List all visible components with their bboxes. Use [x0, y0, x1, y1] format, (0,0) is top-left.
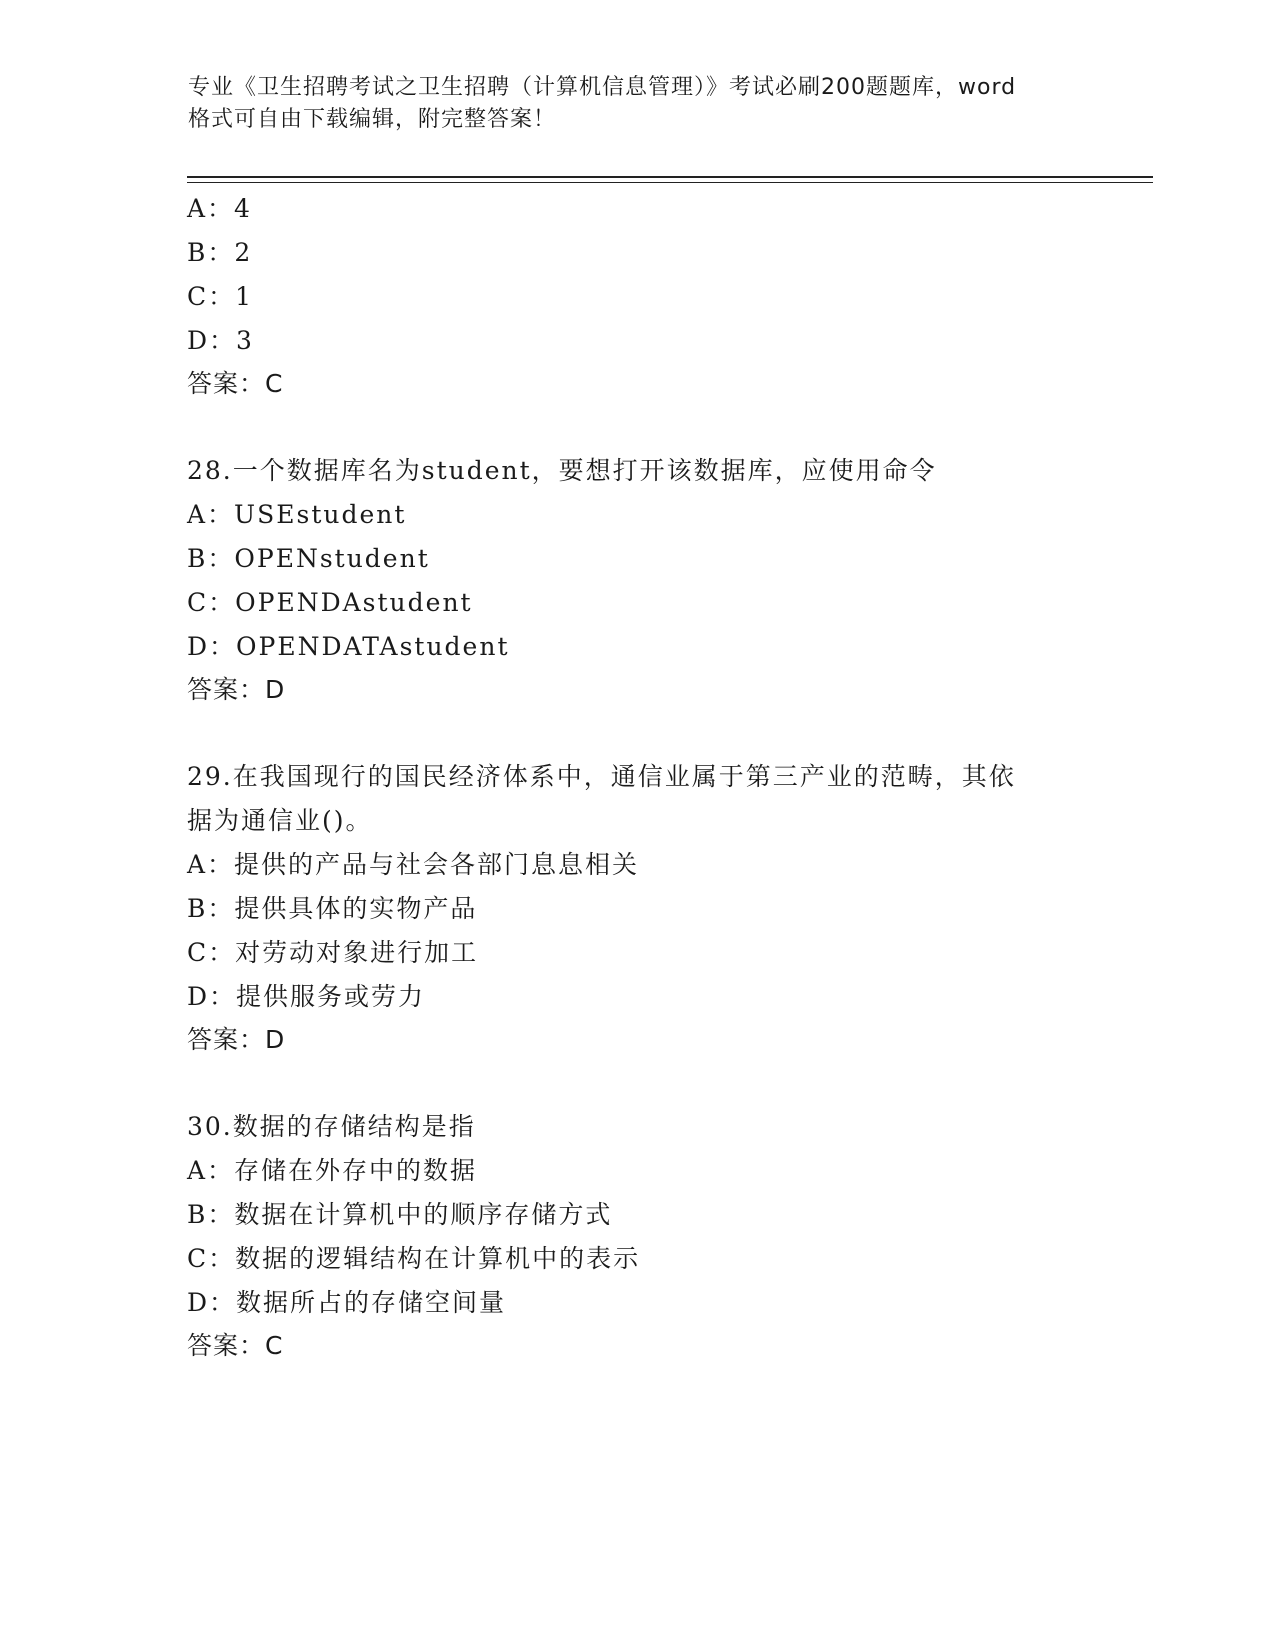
q27-option-d: D：3 — [187, 326, 254, 355]
q28-answer: 答案：D — [187, 675, 286, 704]
q30-option-d: D：数据所占的存储空间量 — [187, 1288, 507, 1317]
q29-option-c: C：对劳动对象进行加工 — [187, 938, 479, 967]
q29-option-b: B：提供具体的实物产品 — [187, 894, 478, 923]
q29-question-line-2: 据为通信业()。 — [187, 806, 373, 835]
q27-option-a: A：4 — [187, 194, 252, 223]
q28-option-b: B：OPENstudent — [187, 544, 430, 573]
q29-option-a: A：提供的产品与社会各部门息息相关 — [187, 850, 640, 879]
q28-option-d: D：OPENDATAstudent — [187, 632, 510, 661]
q29-option-d: D：提供服务或劳力 — [187, 982, 426, 1011]
header-divider-thick — [187, 176, 1153, 178]
q30-option-a: A：存储在外存中的数据 — [187, 1156, 478, 1185]
q27-option-c: C：1 — [187, 282, 254, 311]
header-title-line-1: 专业《卫生招聘考试之卫生招聘（计算机信息管理）》考试必刷200题题库，word — [188, 75, 1017, 100]
q27-option-b: B：2 — [187, 238, 253, 267]
q27-answer: 答案：C — [187, 369, 284, 398]
q30-question: 30.数据的存储结构是指 — [187, 1112, 476, 1141]
q30-answer: 答案：C — [187, 1331, 284, 1360]
q28-option-c: C：OPENDAstudent — [187, 588, 473, 617]
q30-option-c: C：数据的逻辑结构在计算机中的表示 — [187, 1244, 641, 1273]
q29-question-line-1: 29.在我国现行的国民经济体系中，通信业属于第三产业的范畴，其依 — [187, 762, 1016, 791]
q28-option-a: A：USEstudent — [187, 500, 407, 529]
q30-option-b: B：数据在计算机中的顺序存储方式 — [187, 1200, 613, 1229]
q28-question: 28.一个数据库名为student，要想打开该数据库，应使用命令 — [187, 456, 937, 485]
header-divider-thin — [187, 182, 1153, 183]
q29-answer: 答案：D — [187, 1025, 286, 1054]
header-title-line-2: 格式可自由下载编辑，附完整答案！ — [188, 107, 557, 132]
document-header — [188, 72, 1088, 136]
